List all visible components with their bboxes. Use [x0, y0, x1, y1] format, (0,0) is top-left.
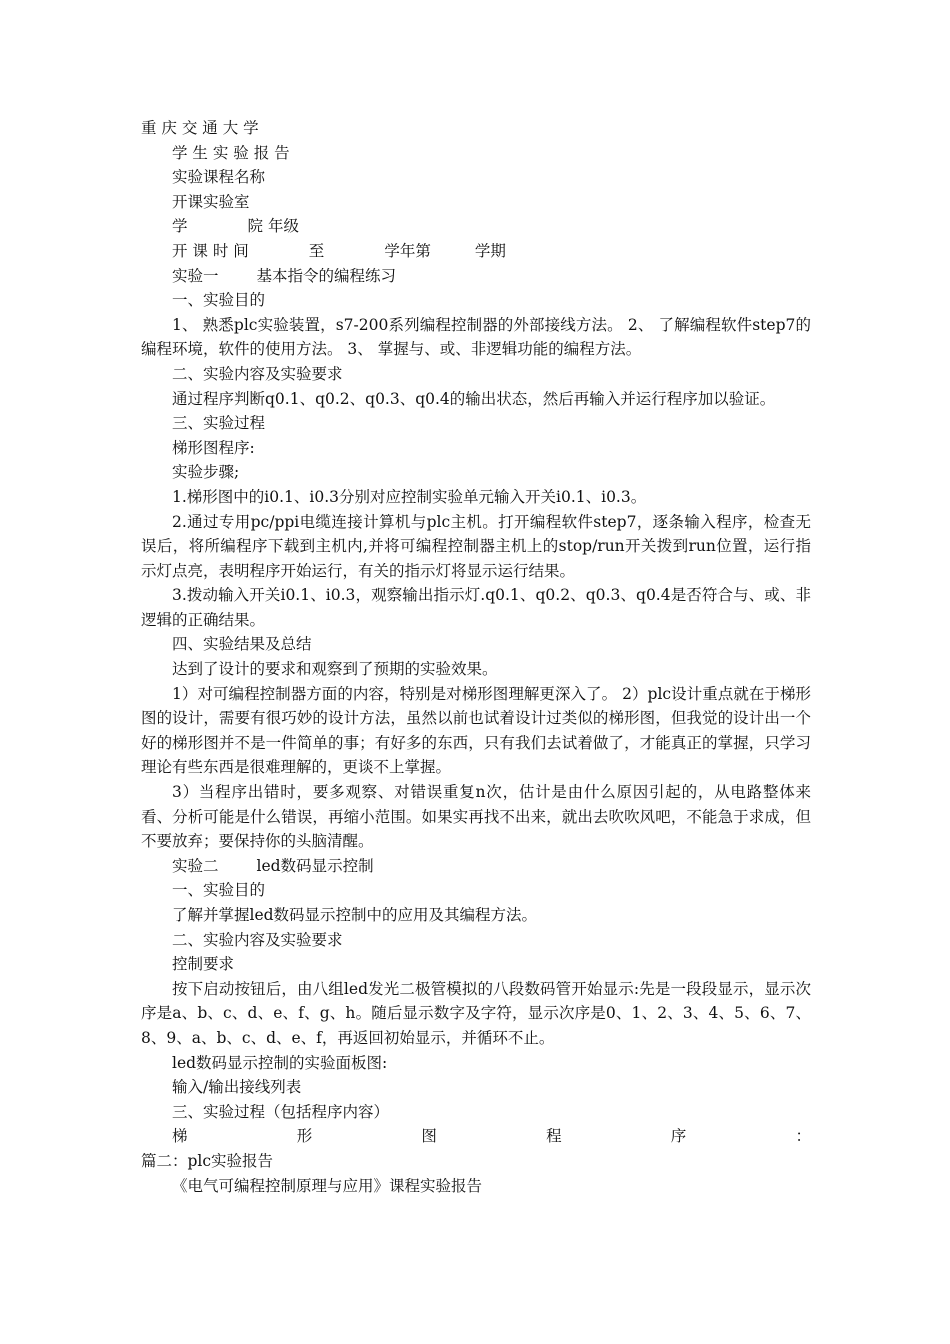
exp1-step-1: 1.梯形图中的i0.1、i0.3分别对应控制实验单元输入开关i0.1、i0.3。 [172, 487, 647, 506]
exp2-section-purpose: 一、实验目的 [172, 881, 266, 900]
exp2-section-content: 二、实验内容及实验要求 [172, 930, 343, 949]
exp1-purpose-text: 1、 熟悉plc实验装置，s7-200系列编程控制器的外部接线方法。 2、 了解编程软件step7的编程环境，软件的使用方法。 3、 掌握与、或、非逻辑功能的编程方法。 [141, 315, 811, 359]
exp2-ladder-label [141, 1124, 811, 1149]
college-yuan: 院 [247, 217, 264, 236]
report-title: 学 生 实 验 报 告 [172, 143, 290, 162]
course-time-line [141, 239, 811, 264]
exp2-io-label: 输入/输出接线列表 [172, 1078, 302, 1097]
exp2-purpose-text: 了解并掌握led数码显示控制中的应用及其编程方法。 [172, 906, 538, 924]
exp1-title-number: 实验一 [172, 266, 219, 285]
exp2-control-text: 按下启动按钮后，由八组led发光二极管模拟的八段数码管开始显示:先是一段段显示，显示次序是a、b、c、d、e、f、g、h。随后显示数字及字符，显示次序是0、1、2、3、4、5、6、7、8、9、a、b、c、d、e、f，再返回初始显示，并循环不止。 [141, 979, 811, 1047]
ladder-char: 图 [421, 1127, 437, 1146]
exp1-summary-1: 1）对可编程控制器方面的内容，特别是对梯形图理解更深入了。 2）plc设计重点就在于梯形图的设计，需要有很巧妙的设计方法，虽然以前也试着设计过类似的梯形图，但我觉的设计出一个好的梯形图并不是一件简单的事；有好多的东西，只有我们去试着做了，才能真正的掌握，只学习理论有些东西是很难理解的，更谈不上掌握。 [141, 684, 811, 777]
exp1-section-process: 三、实验过程 [172, 414, 266, 433]
ladder-char: ： [795, 1127, 811, 1146]
exp2-title-text: led数码显示控制 [256, 856, 374, 875]
part2-title: 篇二：plc实验报告 [141, 1151, 274, 1170]
lab-label: 开课实验室 [172, 192, 250, 211]
exp1-title-text: 基本指令的编程练习 [256, 266, 397, 285]
ladder-char: 形 [296, 1127, 313, 1146]
exp1-title [141, 264, 811, 289]
exp1-ladder-label: 梯形图程序: [172, 438, 255, 457]
exp1-section-purpose: 一、实验目的 [172, 291, 266, 310]
ladder-char: 程 [546, 1127, 562, 1146]
exp2-title-number: 实验二 [172, 856, 219, 875]
college-grade-line [141, 214, 811, 239]
exp1-summary-2: 3）当程序出错时，要多观察、对错误重复n次，估计是由什么原因引起的，从电路整体来看、分析可能是什么错误，再缩小范围。如果实再找不出来，就出去吹吹风吧，不能急于求成，但不要放弃；要保持你的头脑清醒。 [141, 783, 811, 851]
college-xue: 学 [172, 217, 188, 236]
time-term: 学期 [474, 241, 506, 260]
exp1-steps-label: 实验步骤; [172, 463, 240, 482]
time-to: 至 [308, 241, 325, 260]
exp1-content-text: 通过程序判断q0.1、q0.2、q0.3、q0.4的输出状态，然后再输入并运行程序加以验证。 [172, 389, 776, 408]
exp1-results-text: 达到了设计的要求和观察到了预期的实验效果。 [172, 660, 498, 679]
exp1-step-3: 3.拨动输入开关i0.1、i0.3，观察输出指示灯.q0.1、q0.2、q0.3、q0.4是否符合与、或、非逻辑的正确结果。 [141, 586, 811, 629]
time-year: 学年第 [384, 241, 431, 260]
document-body [141, 116, 811, 1198]
grade-label: 年级 [267, 217, 299, 236]
exp2-control-label: 控制要求 [172, 955, 235, 974]
exp1-section-results: 四、实验结果及总结 [172, 635, 312, 654]
part2-course-title: 《电气可编程控制原理与应用》课程实验报告 [172, 1176, 483, 1195]
exp2-title [141, 854, 811, 879]
exp2-section-process: 三、实验过程（包括程序内容） [172, 1102, 390, 1121]
course-name-label: 实验课程名称 [172, 168, 266, 187]
exp1-section-content: 二、实验内容及实验要求 [172, 364, 343, 383]
exp2-panel-label: led数码显示控制的实验面板图: [172, 1053, 388, 1072]
ladder-char: 序 [670, 1127, 687, 1146]
university-name: 重 庆 交 通 大 学 [141, 119, 259, 137]
exp1-step-2: 2.通过专用pc/ppi电缆连接计算机与plc主机。打开编程软件step7，逐条输入程序，检查无误后，将所编程序下载到主机内,并将可编程控制器主机上的stop/run开关拨到run位置，运行指示灯点亮，表明程序开始运行，有关的指示灯将显示运行结果。 [141, 512, 811, 580]
ladder-char: 梯 [172, 1127, 188, 1146]
time-label: 开 课 时 间 [172, 241, 249, 260]
